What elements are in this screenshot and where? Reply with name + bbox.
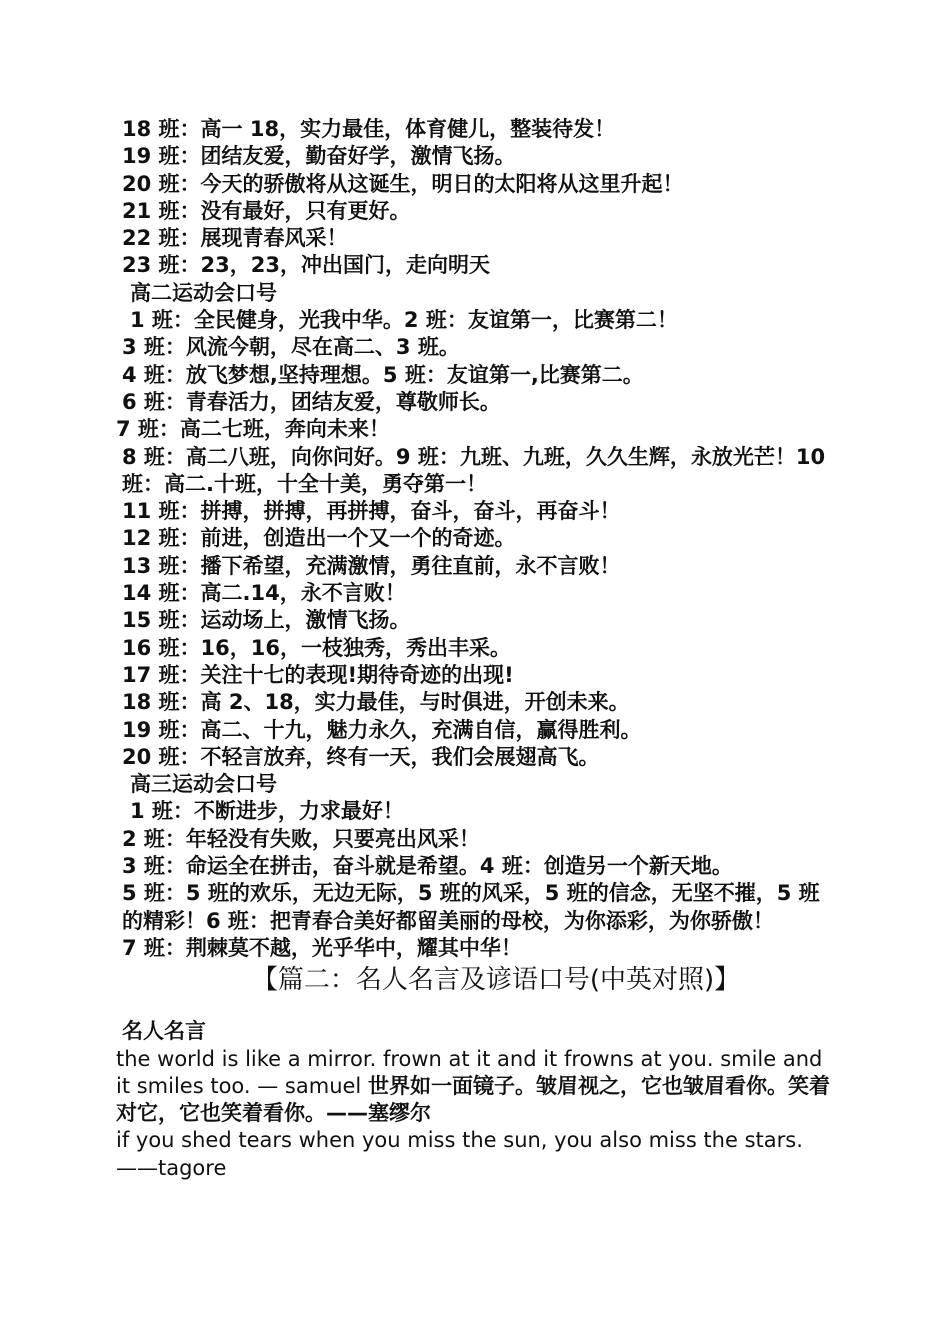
slogan-line: 11 班：拼搏，拼搏，再拼搏，奋斗，奋斗，再奋斗！ xyxy=(122,499,621,524)
slogan-line: 12 班：前进，创造出一个又一个的奇迹。 xyxy=(122,526,516,551)
slogan-line: 4 班：放飞梦想,坚持理想。5 班：友谊第一,比赛第二。 xyxy=(122,362,644,387)
slogan-line: 5 班：5 班的欢乐，无边无际，5 班的风采，5 班的信念，无坚不摧，5 班的精彩！6 班：把青春合美好都留美丽的母校，为你添彩，为你骄傲！ xyxy=(122,881,820,933)
slogan-line: 8 班：高二八班，向你问好。9 班：九班、九班，久久生辉，永放光芒！10 班：高二.十班，十全十美，勇夺第一！ xyxy=(122,444,833,496)
slogan-line: 1 班：不断进步，力求最好！ xyxy=(130,799,404,824)
subheading: 名人名言 xyxy=(122,1019,206,1044)
slogan-line: 3 班：命运全在拼击，奋斗就是希望。4 班：创造另一个新天地。 xyxy=(122,854,733,879)
quote-1 xyxy=(116,1046,836,1128)
quote-2: if you shed tears when you miss the sun, you also miss the stars. ——tagore xyxy=(116,1128,803,1180)
slogan-line: 15 班：运动场上，激情飞扬。 xyxy=(122,608,411,633)
document-body xyxy=(116,116,836,1182)
quote-1-chinese: 世界如一面镜子。皱眉视之，它也皱眉看你。笑着对它，它也笑着看你。——塞缪尔 xyxy=(116,1073,830,1126)
slogan-line: 14 班：高二.14，永不言败！ xyxy=(122,581,406,606)
slogan-line: 22 班：展现青春风采！ xyxy=(122,226,348,251)
slogan-line: 13 班：播下希望，充满激情，勇往直前，永不言败！ xyxy=(122,553,621,578)
slogan-line: 7 班：荆棘莫不越，光乎华中，耀其中华！ xyxy=(122,935,522,960)
slogan-list xyxy=(116,116,836,962)
slogan-line: 16 班：16，16，一枝独秀，秀出丰采。 xyxy=(122,635,511,660)
section-heading: 高二运动会口号 xyxy=(130,280,277,305)
slogan-line: 1 班：全民健身，光我中华。2 班：友谊第一，比赛第二！ xyxy=(130,308,678,333)
section-heading: 高三运动会口号 xyxy=(130,772,277,797)
slogan-line: 2 班：年轻没有失败，只要亮出风采！ xyxy=(122,826,480,851)
slogan-line: 21 班：没有最好，只有更好。 xyxy=(122,198,411,223)
slogan-line: 17 班：关注十七的表现!期待奇迹的出现! xyxy=(122,662,514,687)
slogan-line: 18 班：高 2、18，实力最佳，与时俱进，开创未来。 xyxy=(122,690,630,715)
slogan-line: 20 班：今天的骄傲将从这诞生，明日的太阳将从这里升起！ xyxy=(122,171,684,196)
slogan-line: 20 班：不轻言放弃，终有一天，我们会展翅高飞。 xyxy=(122,744,600,769)
section-title: 【篇二：名人名言及谚语口号(中英对照)】 xyxy=(251,965,741,996)
slogan-line: 3 班：风流今朝，尽在高二、3 班。 xyxy=(122,335,460,360)
quote-1-english: the world is like a mirror. frown at it and it frowns at you. smile and it smiles too. — samuel xyxy=(116,1046,823,1098)
slogan-line: 6 班：青春活力，团结友爱，尊敬师长。 xyxy=(122,389,501,414)
slogan-line: 19 班：高二、十九，魅力永久，充满自信，赢得胜利。 xyxy=(122,717,642,742)
slogan-line: 7 班：高二七班，奔向未来！ xyxy=(116,417,390,442)
slogan-line: 18 班：高一 18，实力最佳，体育健儿，整装待发！ xyxy=(122,117,616,141)
slogan-line: 23 班：23，23，冲出国门，走向明天 xyxy=(122,253,490,278)
slogan-line: 19 班：团结友爱，勤奋好学，激情飞扬。 xyxy=(122,144,516,169)
